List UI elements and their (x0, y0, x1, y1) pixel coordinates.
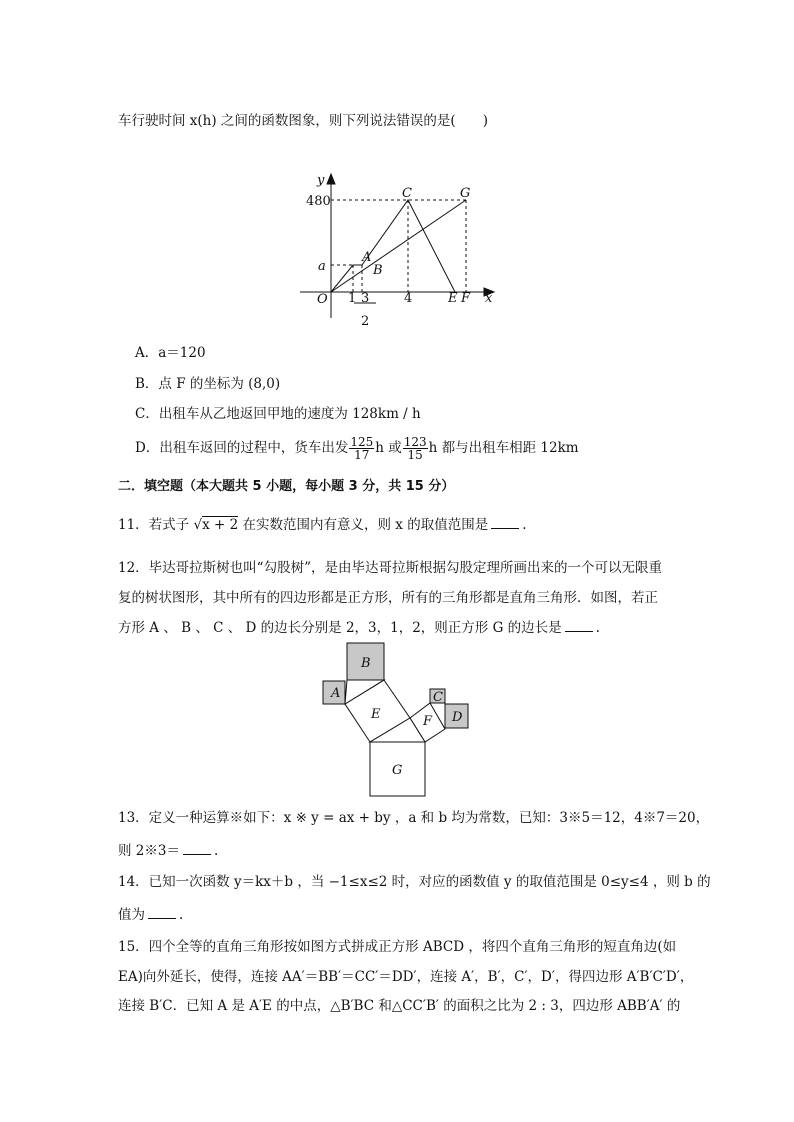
y-axis-arrow (327, 174, 335, 184)
sqrt-sign-icon: √ (193, 517, 203, 533)
fraction-123-15: $\frac{123}{15}$ (403, 435, 427, 462)
tree-label-C: C (433, 690, 443, 705)
tree-label-E: E (371, 707, 381, 722)
answer-blank (148, 905, 176, 919)
fraction-125-17: $\frac{125}{17}$ (350, 435, 374, 462)
label-F: F (461, 291, 471, 306)
q13-line1: 13．定义一种运算※如下：x ※ y = ax + by ，a 和 b 均为常数，已知：3※5＝12，4※7＝20， (118, 810, 710, 826)
q15-line2: EA)向外延长，使得，连接 AA′＝BB′＝CC′＝DD′，连接 A′，B′，C′，D′，得四边形 A′B′C′D′， (118, 969, 694, 985)
label-O: O (317, 292, 328, 307)
tree-label-G: G (392, 763, 403, 778)
tree-label-D: D (452, 710, 463, 725)
q11: 11．若式子 √x + 2 在实数范围内有意义，则 x 的取值范围是 . (118, 517, 527, 533)
label-a: a (318, 259, 326, 274)
label-1: 1 (348, 291, 357, 306)
label-x: x (485, 291, 493, 306)
answer-blank (491, 515, 519, 529)
q10-option-d: D．出租车返回的过程中，货车出发 $\frac{125}{17}$ h 或 $\frac{123}{15}$ h 都与出租车相距 12km (135, 435, 579, 462)
label-C: C (402, 186, 412, 201)
label-E: E (448, 291, 458, 306)
tree-label-A: A (331, 686, 341, 701)
label-4: 4 (404, 291, 413, 306)
label-3: 3 (361, 291, 370, 306)
label-y: y (317, 173, 325, 188)
q15-line3: 连接 B′C．已知 A 是 A′E 的中点，△B′BC 和△CC′B′ 的面积之比为 2 : 3，四边形 ABB′A′ 的 (118, 998, 681, 1014)
answer-blank (183, 841, 211, 855)
label-B: B (373, 263, 383, 278)
q12-line3: 方形 A 、 B 、 C 、 D 的边长分别是 2，3，1，2，则正方形 G 的边长是 . (118, 620, 600, 636)
label-A: A (362, 250, 372, 265)
answer-blank (565, 618, 593, 632)
q10-option-a: A．a＝120 (135, 345, 206, 361)
q10-option-b: B．点 F 的坐标为 (8,0) (135, 376, 281, 392)
label-G: G (460, 186, 471, 201)
label-480: 480 (306, 194, 331, 209)
taxi-line (331, 200, 455, 292)
q13-line2: 则 2※3＝ . (118, 843, 219, 859)
radicand: x + 2 (202, 517, 239, 533)
q12-line1: 12．毕达哥拉斯树也叫“勾股树”，是由毕达哥拉斯根据勾股定理所画出来的一个可以无限重 (118, 560, 662, 576)
tree-label-B: B (361, 656, 371, 671)
pythagoras-tree-figure (0, 640, 794, 800)
section-2-heading: 二．填空题（本大题共 5 小题，每小题 3 分，共 15 分） (118, 479, 455, 494)
q14-line1: 14．已知一次函数 y＝kx＋b ，当 −1≤x≤2 时，对应的函数值 y 的取值范围是 0≤y≤4 ，则 b 的 (118, 874, 711, 890)
q12-line2: 复的树状图形，其中所有的四边形都是正方形，所有的三角形都是直角三角形．如图，若正 (118, 590, 658, 606)
q14-line2: 值为 . (118, 907, 184, 923)
label-2: 2 (361, 314, 370, 329)
q10-option-c: C．出租车从乙地返回甲地的速度为 128km / h (135, 406, 421, 422)
q10-stem: 车行驶时间 x(h) 之间的函数图象，则下列说法错误的是( ) (118, 113, 488, 129)
q15-line1: 15．四个全等的直角三角形按如图方式拼成正方形 ABCD ，将四个直角三角形的短直角边(如 (118, 939, 677, 955)
tree-label-F: F (423, 714, 433, 729)
